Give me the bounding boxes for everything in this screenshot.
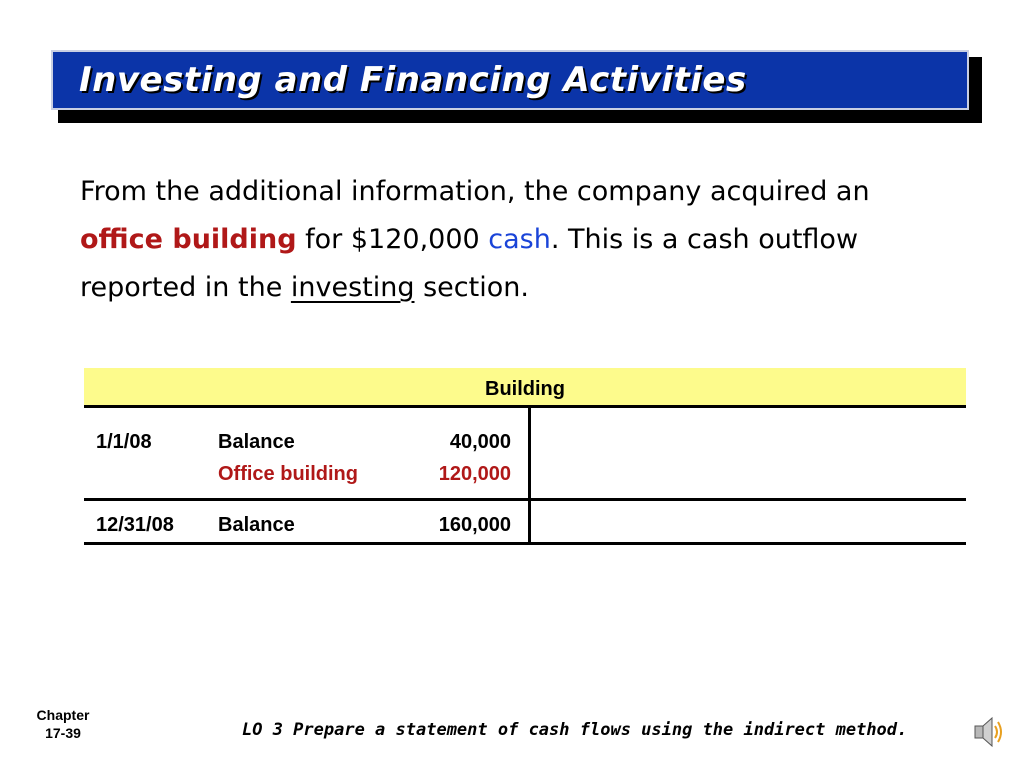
t-account-title: Building [84,368,966,408]
speaker-icon[interactable] [972,714,1006,754]
chapter-number: 17-39 [45,725,81,741]
t-account-divider [528,408,531,545]
cash-highlight: cash [488,224,551,255]
chapter-label: Chapter [36,707,90,723]
chapter-label-block [22,706,104,742]
office-building-highlight: office building [80,224,297,255]
t-account-body [84,408,966,545]
row-3-amount: 160,000 [438,514,511,536]
title-bar [51,50,969,110]
paragraph-text-3: . This is a cash outflow reported in the [80,224,859,303]
row-1-desc: Balance [218,431,295,453]
investing-underlined: investing [290,272,415,303]
row-1-date: 1/1/08 [96,431,152,453]
building-t-account [84,368,966,545]
row-2-desc: Office building [218,463,358,485]
row-3-date: 12/31/08 [96,514,174,536]
row-2-amount: 120,000 [438,463,511,485]
slide-title: Investing and Financing Activities [79,60,747,100]
row-1-amount: 40,000 [449,431,511,453]
explanation-paragraph [80,168,960,312]
t-account-bottom-line [84,542,966,545]
paragraph-text-1: From the additional information, the company acquired an [80,176,870,207]
t-account-total-line [84,498,966,501]
paragraph-text-4: section. [414,272,529,303]
paragraph-text-2: for $120,000 [296,224,489,255]
learning-objective: LO 3 Prepare a statement of cash flows using the indirect method. [242,720,908,740]
row-3-desc: Balance [218,514,295,536]
